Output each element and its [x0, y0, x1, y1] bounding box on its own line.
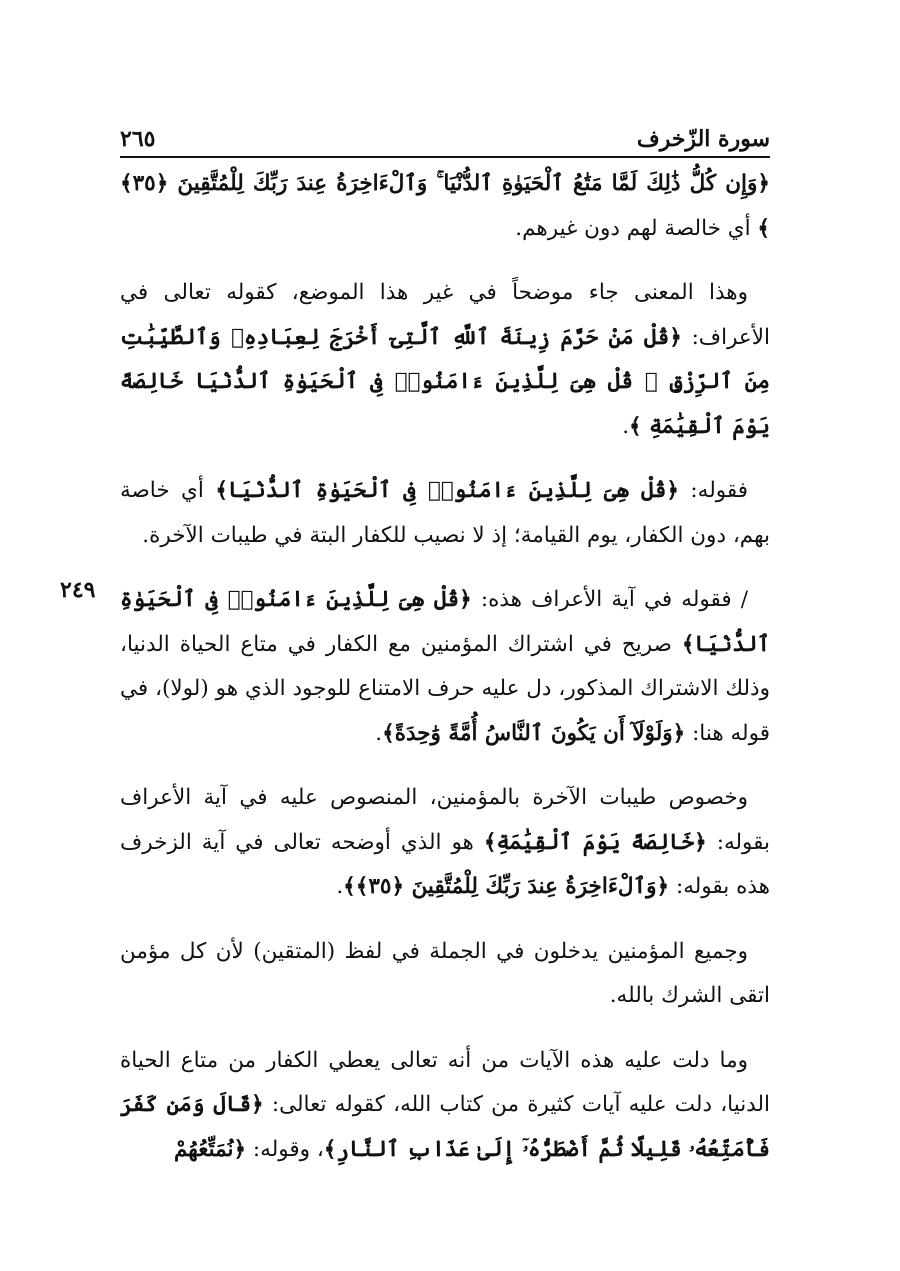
body-text: فقوله:: [678, 478, 749, 503]
quran-verse: ﴿نُمَتِّعُهُمْ: [174, 1136, 247, 1162]
quran-verse: ﴿وَإِن كُلُّ ذَٰلِكَ لَمَّا مَتَٰعُ ٱلْحَيَوٰةِ ٱلدُّنْيَا ۚ وَٱلْءَاخِرَةُ عِندَ رَبِّكَ لِلْمُتَّقِينَ ﴿٣٥﴾ ﴾: [120, 171, 770, 241]
running-title: سورة الزّخرف: [636, 126, 770, 152]
body-text: .: [622, 413, 630, 439]
quran-verse: ﴿قُلْ هِىَ لِلَّذِينَ ءَامَنُوا۟ فِى ٱلْحَيَوٰةِ ٱلدُّنْيَا﴾: [120, 587, 770, 657]
body-text: وخصوص طيبات الآخرة بالمؤمنين، المنصوص عليه في آية الأعراف بقوله:: [120, 785, 771, 855]
body-text: .: [375, 720, 383, 746]
quran-verse: ﴿خَالِصَةً يَوْمَ ٱلْقِيَٰمَةِ﴾: [483, 829, 707, 855]
page-header: [120, 112, 770, 158]
body-text: صريح في اشتراك المؤمنين مع الكفار في متاع الحياة الدنيا، وذلك الاشتراك المذكور، دل عليه حرف الامتناع للوجود الذي هو (لولا)، في قوله هنا:: [120, 631, 770, 746]
body-text: أي خاصة بهم، دون الكفار، يوم القيامة؛ إذ لا نصيب للكفار البتة في طيبات الآخرة.: [120, 478, 770, 548]
body-text: هو الذي أوضحه تعالى في آية الزخرف هذه بقوله:: [120, 829, 770, 899]
page-number: ٢٦٥: [120, 126, 156, 152]
body-text: أي خالصة لهم دون غيرهم.: [515, 215, 758, 241]
paragraph-7: [120, 1039, 770, 1173]
original-page-marker: ٢٤٩: [60, 577, 96, 603]
quran-verse: ﴿وَلَوْلَآ أَن يَكُونَ ٱلنَّاسُ أُمَّةً وَٰحِدَةً﴾: [382, 720, 686, 746]
quran-verse: ﴿قَالَ وَمَن كَفَرَ فَأُمَتِّعُهُۥ قَلِيلًا ثُمَّ أَضْطَرُّهُۥٓ إِلَىٰ عَذَابِ ٱلنَّارِ﴾: [120, 1092, 770, 1162]
paragraph-5: [120, 776, 770, 910]
body-text: .: [336, 874, 344, 899]
paragraph-2: [120, 271, 770, 449]
body-text: / فقوله في آية الأعراف هذه:: [471, 587, 748, 612]
quran-verse: ﴿قُلْ مَنْ حَرَّمَ زِينَةَ ٱللَّهِ ٱلَّتِىٓ أَخْرَجَ لِعِبَادِهِۦ وَٱلطَّيِّبَٰتِ مِنَ ٱلرِّزْقِ ۚ قُلْ هِىَ لِلَّذِينَ ءَامَنُوا۟ فِى ٱلْحَيَوٰةِ ٱلدُّنْيَا خَالِصَةً يَوْمَ ٱلْقِيَٰمَةِ ﴾: [120, 324, 770, 439]
paragraph-6: [120, 930, 770, 1019]
body-text: وهذا المعنى جاء موضحاً في غير هذا الموضع، كقوله تعالى في الأعراف:: [120, 280, 770, 350]
paragraph-4: [120, 578, 770, 756]
body-text: وجميع المؤمنين يدخلون في الجملة في لفظ (المتقين) لأن كل مؤمن اتقى الشرك بالله.: [120, 938, 770, 1008]
paragraph-1: [120, 162, 770, 251]
paragraph-3: [120, 469, 770, 558]
body-text: وما دلت عليه هذه الآيات من أنه تعالى يعطي الكفار من متاع الحياة الدنيا، دلت عليه آيات كثيرة من كتاب الله، كقوله تعالى:: [120, 1047, 770, 1117]
quran-verse: ﴿قُلْ هِىَ لِلَّذِينَ ءَامَنُوا۟ فِى ٱلْحَيَوٰةِ ٱلدُّنْيَا﴾: [215, 478, 679, 503]
quran-verse: ﴿وَٱلْءَاخِرَةُ عِندَ رَبِّكَ لِلْمُتَّقِينَ ﴿٣٥﴾﴾: [343, 874, 670, 899]
body-text: ، وقوله:: [246, 1136, 324, 1162]
page-body: [120, 162, 770, 1192]
